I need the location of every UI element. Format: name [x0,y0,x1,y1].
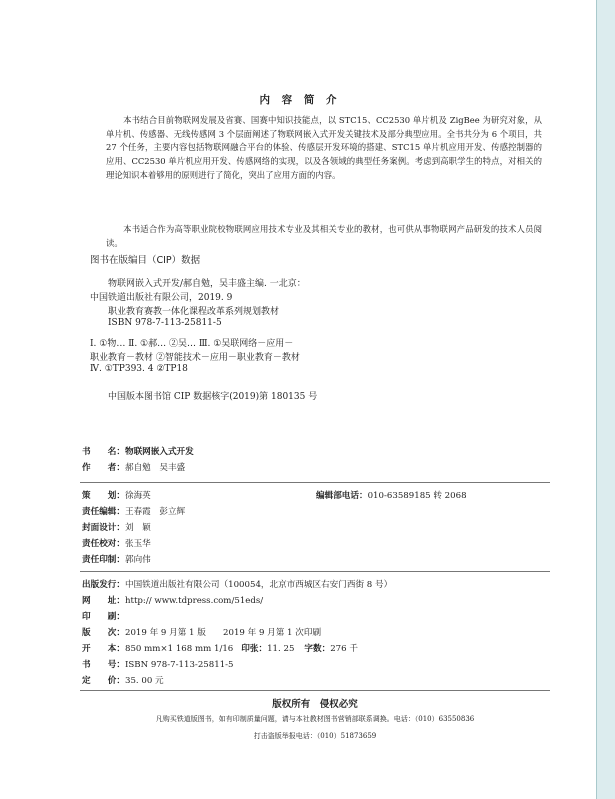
print-value: 郭向伟 [124,555,151,565]
planner-value: 徐海英 [124,491,151,501]
printer-row [82,610,125,622]
summary-paragraph-2-text: 本书适合作为高等职业院校物联网应用技术专业及其相关专业的教材，也可供从事物联网产品研发的技术人员阅读。 [106,224,542,248]
summary-paragraph-1 [106,114,542,183]
publisher-label: 出版发行： [82,580,125,590]
page-edge-strip [597,0,615,799]
divider [80,571,550,572]
divider [80,690,550,691]
planner-label: 策 划： [82,491,125,501]
editor-row [82,505,185,517]
piracy-hotline: 打击盗版举报电话：（010）51873659 [253,732,377,740]
web-label: 网 址： [82,596,125,606]
price-label: 定 价： [82,676,125,686]
isbn-row [82,658,234,670]
editor-value: 王春霞 彭立辉 [124,507,186,517]
cip-line: 职业教育－教材 ②智能技术－应用－职业教育－教材 [90,353,300,363]
book-title-value: 物联网嵌入式开发 [124,447,194,457]
edition-label: 版 次： [82,628,125,638]
cover-value: 刘 颖 [124,523,151,533]
price-value: 35. 00 元 [124,676,164,686]
book-title-row [82,445,194,457]
cip-line: 物联网嵌入式开发/郝自勉，吴丰盛主编. 一北京： [108,279,306,289]
proof-value: 张玉华 [124,539,151,549]
cip-line: Ⅳ. ①TP393. 4 ②TP18 [90,364,188,374]
words-label: 字数： [304,644,331,654]
proof-label: 责任校对： [82,539,125,549]
cip-line: ISBN 978-7-113-25811-5 [108,318,222,328]
phone-value: 010-63589185 转 2068 [367,491,467,501]
publisher-row [82,578,392,590]
edition-row [82,626,321,638]
book-author-label: 作 者： [82,463,125,473]
web-value: http:// www.tdpress.com/51eds/ [124,596,264,606]
format-label: 开 本： [82,644,125,654]
isbn-label: 书 号： [82,660,125,670]
cip-line: 中国铁道出版社有限公司，2019. 9 [90,293,233,303]
summary-paragraph-1-text: 本书结合目前物联网发展及省赛、国赛中知识技能点，以 STC15、CC2530 单片机及 ZigBee 为研究对象，从单片机、传感器、无线传感网 3 个层面阐述了物联网嵌入式开发关键技术及部分典型应用。全书共分为 6 个项目，共 27 个任务，主要内容包括物联网融合平台的体验、传感层开发环境的搭建、STC15 单片机应用开发、传感控制器的应用、CC2530 单片机应用开发、传感网络的实现，以及各领域的典型任务案例。考虑到高职学生的特点，对相关的理论知识本着够用的原则进行了简化，突出了应用方面的内容。 [106,115,542,180]
book-author-row [82,461,185,473]
quality-notice: 凡购买铁道版图书，如有印制质量问题，请与本社教材图书营销部联系调换。电话：（010）63550836 [155,715,475,723]
words-value: 276 千 [330,644,358,654]
phone-row [316,489,467,501]
format-row [82,642,358,654]
web-row [82,594,263,606]
printer-label: 印 刷： [82,612,125,622]
cip-line: Ⅰ. ①物… Ⅱ. ①郝… ②吴… Ⅲ. ①吴联网络－应用－ [90,339,294,349]
divider [80,482,550,483]
phone-label: 编辑部电话： [316,491,368,501]
editor-label: 责任编辑： [82,507,125,517]
planner-row [82,489,151,501]
cip-line: 职业教育赛教一体化课程改革系列规划教材 [108,307,280,317]
isbn-value: ISBN 978-7-113-25811-5 [124,660,234,670]
book-title-label: 书 名： [82,447,125,457]
print-row [82,553,151,565]
cover-label: 封面设计： [82,523,125,533]
sheets-value: 11. 25 [267,644,295,654]
format-value: 850 mm×1 168 mm 1/16 [124,644,234,654]
print-label: 责任印制： [82,555,125,565]
price-row [82,674,164,686]
summary-paragraph-2 [106,223,542,250]
rights-notice: 版权所有 侵权必究 [272,699,358,710]
proof-row [82,537,151,549]
cip-heading: 图书在版编目（CIP）数据 [90,255,201,266]
summary-title: 内 容 简 介 [259,94,341,106]
cover-row [82,521,151,533]
edition-value: 2019 年 9 月第 1 版 2019 年 9 月第 1 次印刷 [124,628,322,638]
sheets-label: 印张： [241,644,268,654]
publisher-value: 中国铁道出版社有限公司（100054，北京市西城区右安门西街 8 号） [124,580,393,590]
cip-number-line: 中国版本图书馆 CIP 数据核字(2019)第 180135 号 [108,392,318,402]
book-author-value: 郝自勉 吴丰盛 [124,463,186,473]
